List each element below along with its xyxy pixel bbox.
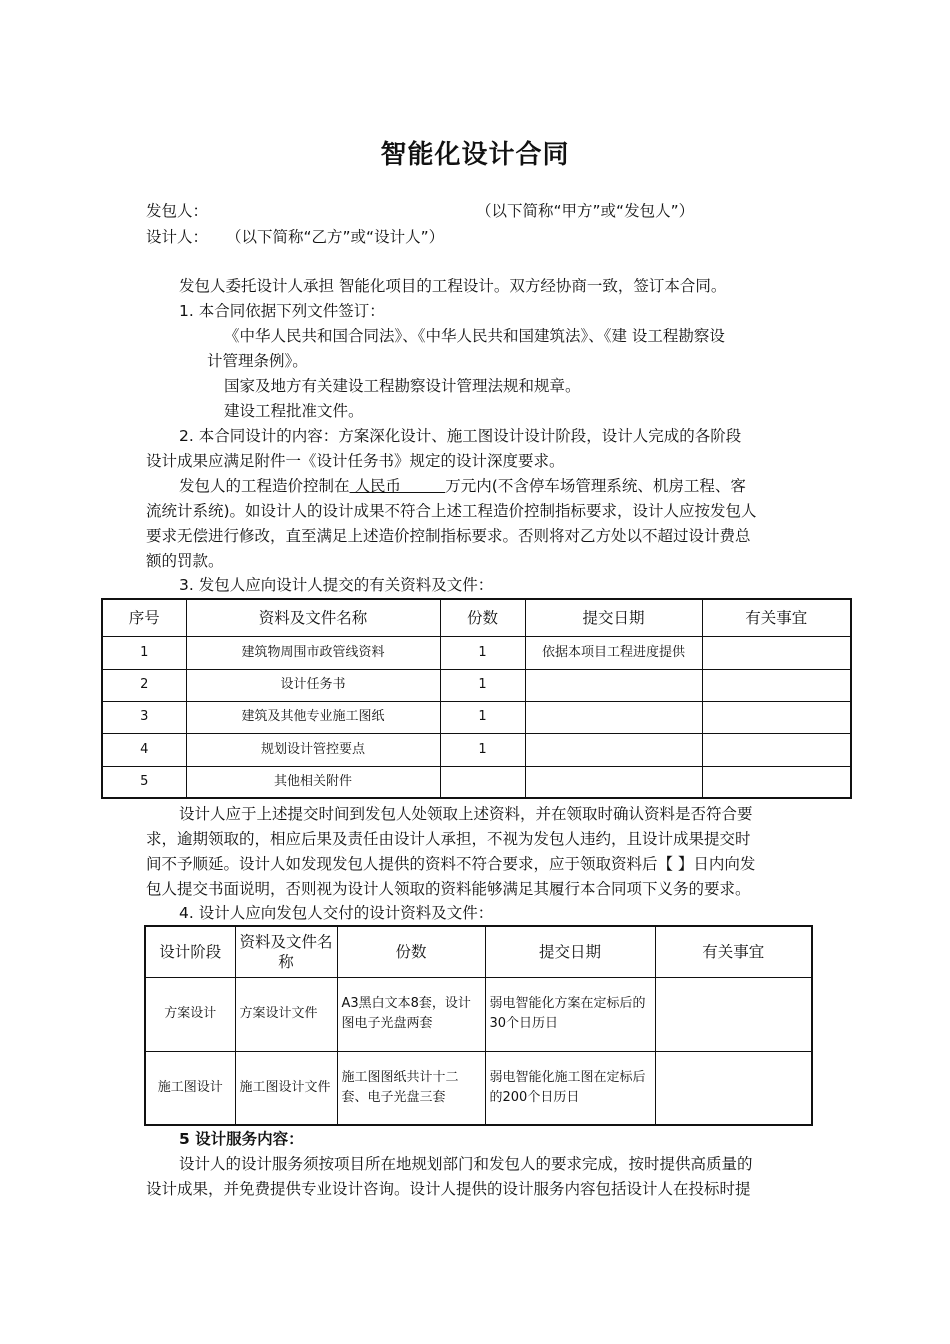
column-header: 份数 (440, 599, 525, 636)
table-cell (655, 1051, 812, 1125)
section-5-heading: 5 设计服务内容： (179, 1130, 304, 1148)
table-cell: 其他相关附件 (186, 766, 440, 798)
section-1-line: 计管理条例》。 (207, 352, 308, 370)
document-title: 智能化设计合同 (380, 140, 570, 170)
table-cell (702, 636, 851, 669)
designer-label: 设计人： (146, 228, 209, 246)
table-row (145, 977, 812, 1051)
table-cell: 施工图设计 (145, 1051, 235, 1125)
employer-note: （以下简称“甲方”或“发包人”） (476, 202, 695, 220)
table-cell: 3 (102, 701, 186, 733)
table-cell: 1 (440, 733, 525, 766)
section-3-note: 求，逾期领取的，相应后果及责任由设计人承担，不视为发包人违约，且设计成果提交时 (146, 830, 751, 848)
column-header: 序号 (102, 599, 186, 636)
table-row (102, 733, 851, 766)
table-cell: 2 (102, 669, 186, 701)
table-cell: 方案设计 (145, 977, 235, 1051)
table-cell (702, 733, 851, 766)
section-2-line: 设计成果应满足附件一《设计任务书》规定的设计深度要求。 (146, 452, 565, 470)
table-cell: 4 (102, 733, 186, 766)
table-cell: 建筑物周围市政管线资料 (186, 636, 440, 669)
column-header: 设计阶段 (145, 926, 235, 977)
section-1-line: 《中华人民共和国合同法》、《中华人民共和国建筑法》、《建 设工程勘察设 (224, 327, 725, 345)
intro-paragraph: 发包人委托设计人承担 智能化项目的工程设计。双方经协商一致，签订本合同。 (179, 277, 727, 295)
table-cell: 1 (440, 669, 525, 701)
section-1-line: 建设工程批准文件。 (224, 402, 364, 420)
cost-prefix: 发包人的工程造价控制在 (179, 477, 350, 495)
section-3-note: 间不予顺延。设计人如发现发包人提供的资料不符合要求，应于领取资料后【 】日内向发 (146, 855, 756, 873)
table-header-row (145, 926, 812, 977)
table-cell: 规划设计管控要点 (186, 733, 440, 766)
table-cell (525, 766, 702, 798)
section-1-heading: 1. 本合同依据下列文件签订： (179, 302, 385, 320)
table-row (102, 766, 851, 798)
cost-suffix: 万元内(不含停车场管理系统、机房工程、客 (445, 477, 746, 495)
table-cell: 依据本项目工程进度提供 (525, 636, 702, 669)
section-3-note: 包人提交书面说明，否则视为设计人领取的资料能够满足其履行本合同项下义务的要求。 (146, 880, 751, 898)
table-cell: A3黑白文本8套，设计图电子光盘两套 (337, 977, 485, 1051)
table-cell: 5 (102, 766, 186, 798)
cost-control-line (179, 476, 746, 496)
table-row (102, 669, 851, 701)
column-header: 份数 (337, 926, 485, 977)
table-row (145, 1051, 812, 1125)
table-cell (702, 701, 851, 733)
table-cell: 弱电智能化方案在定标后的30个日历日 (485, 977, 655, 1051)
table-cell (440, 766, 525, 798)
column-header: 有关事宜 (702, 599, 851, 636)
section-2-line: 额的罚款。 (146, 552, 224, 570)
table-cell (525, 701, 702, 733)
section-5-line: 设计成果，并免费提供专业设计咨询。设计人提供的设计服务内容包括设计人在投标时提 (146, 1180, 751, 1198)
table-cell: 建筑及其他专业施工图纸 (186, 701, 440, 733)
section-3-note: 设计人应于上述提交时间到发包人处领取上述资料，并在领取时确认资料是否符合要 (179, 805, 753, 823)
table-cell: 1 (102, 636, 186, 669)
section-1-line: 国家及地方有关建设工程勘察设计管理法规和规章。 (224, 377, 581, 395)
column-header: 有关事宜 (655, 926, 812, 977)
section-4-heading: 4. 设计人应向发包人交付的设计资料及文件： (179, 904, 494, 922)
employer-label: 发包人： (146, 202, 209, 220)
table-row (102, 636, 851, 669)
column-header: 资料及文件名称 (235, 926, 337, 977)
table-cell: 弱电智能化施工图在定标后的200个日历日 (485, 1051, 655, 1125)
table-cell: 1 (440, 701, 525, 733)
table-cell: 施工图图纸共计十二套、电子光盘三套 (337, 1051, 485, 1125)
cost-currency: 人民币 (349, 477, 446, 495)
section-3-heading: 3. 发包人应向设计人提交的有关资料及文件： (179, 576, 494, 594)
table-cell (525, 669, 702, 701)
employer-materials-table (101, 598, 852, 799)
table-cell (702, 669, 851, 701)
table-cell: 施工图设计文件 (235, 1051, 337, 1125)
table-cell: 设计任务书 (186, 669, 440, 701)
section-2-line: 流统计系统)。如设计人的设计成果不符合上述工程造价控制指标要求，设计人应按发包人 (146, 502, 757, 520)
column-header: 资料及文件名称 (186, 599, 440, 636)
column-header: 提交日期 (525, 599, 702, 636)
designer-note: （以下简称“乙方”或“设计人”） (226, 228, 445, 246)
table-cell (702, 766, 851, 798)
table-row (102, 701, 851, 733)
table-cell (525, 733, 702, 766)
table-cell (655, 977, 812, 1051)
designer-deliverables-table (144, 925, 813, 1126)
table-cell: 方案设计文件 (235, 977, 337, 1051)
section-2-line: 2. 本合同设计的内容：方案深化设计、施工图设计设计阶段，设计人完成的各阶段 (179, 427, 742, 445)
section-5-line: 设计人的设计服务须按项目所在地规划部门和发包人的要求完成，按时提供高质量的 (179, 1155, 753, 1173)
section-2-line: 要求无偿进行修改，直至满足上述造价控制指标要求。否则将对乙方处以不超过设计费总 (146, 527, 751, 545)
column-header: 提交日期 (485, 926, 655, 977)
table-header-row (102, 599, 851, 636)
table-cell: 1 (440, 636, 525, 669)
